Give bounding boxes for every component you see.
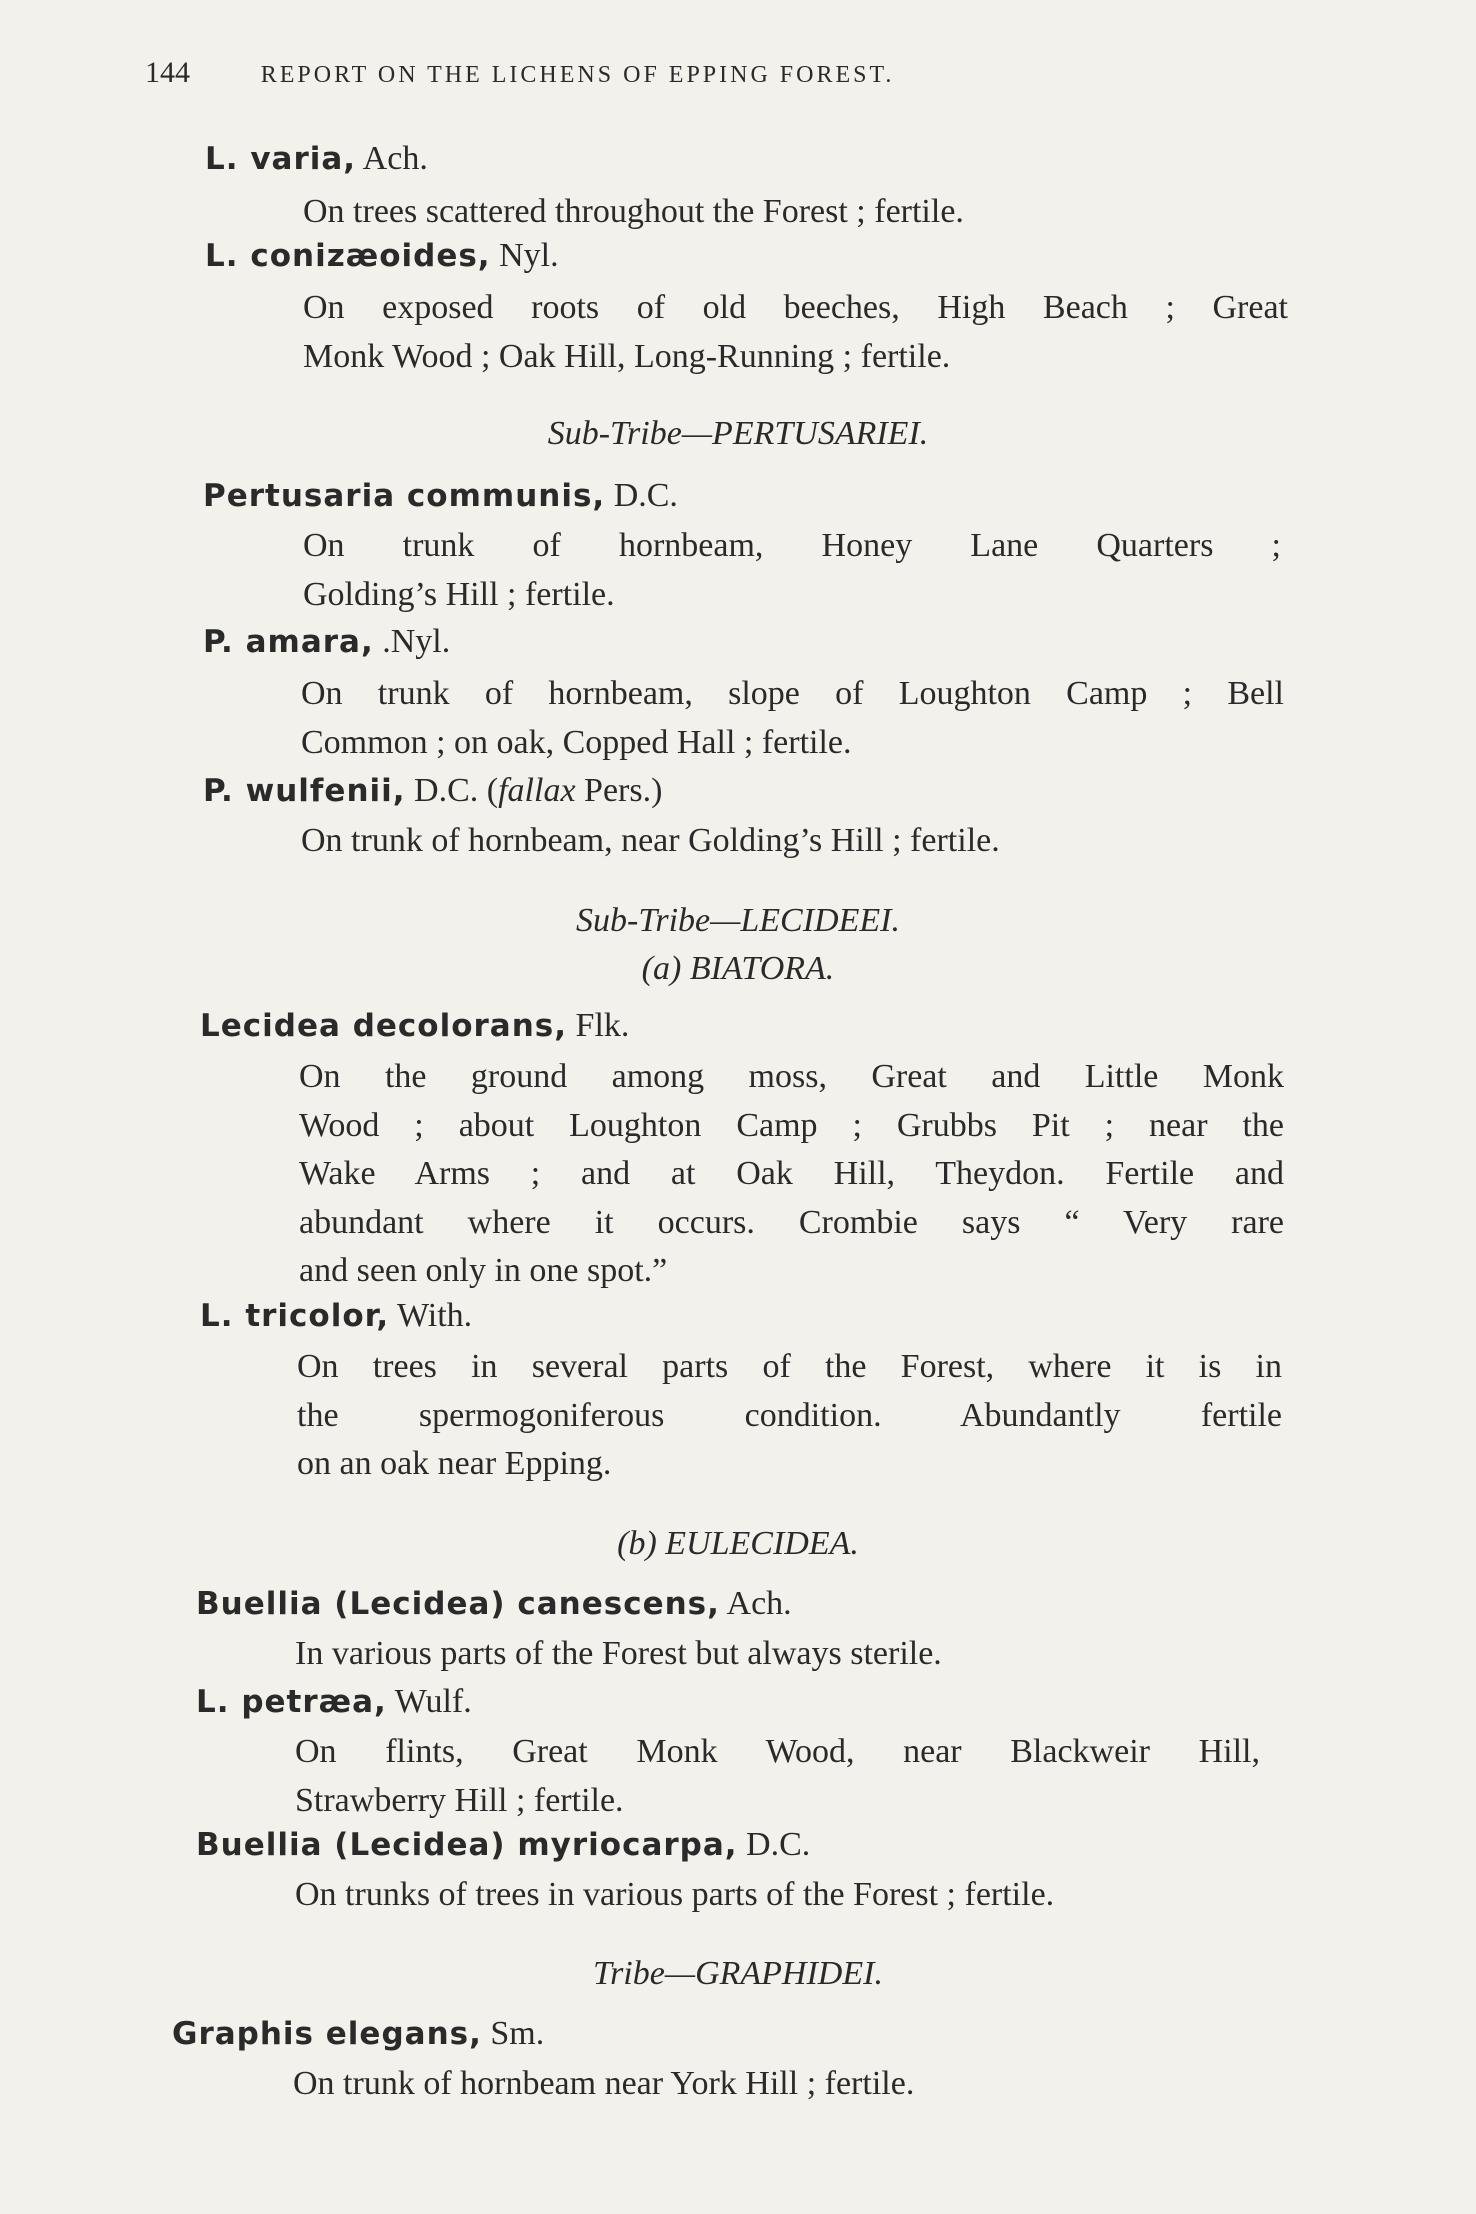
species-name-bold: P. amara, (203, 624, 374, 660)
species-description (295, 1630, 1255, 1679)
description-line: On trunk of hornbeam near York Hill ; fertile. (293, 2065, 915, 2102)
page-number: 144 (145, 56, 190, 89)
species-name-bold: Buellia (Lecidea) myriocarpa, (196, 1827, 738, 1863)
species-name-bold: P. wulfenii, (203, 773, 406, 809)
description-line: On the ground among moss, Great and Little Monk (299, 1058, 1284, 1095)
description-line: Monk Wood ; Oak Hill, Long-Running ; fertile. (303, 337, 951, 375)
subtribe-heading: Sub-Tribe—PERTUSARIEI. (547, 415, 929, 452)
species-name-bold: L. varia, (205, 141, 357, 177)
description-line: On trees scattered throughout the Forest ; fertile. (303, 193, 964, 230)
species-name (200, 1007, 629, 1045)
species-name-bold: Graphis elegans, (172, 2016, 482, 2052)
species-description (303, 284, 1288, 381)
species-name (203, 623, 450, 661)
description-line: On trees in several parts of the Forest, where it is in (297, 1348, 1282, 1385)
species-authority: Pers.) (575, 772, 663, 809)
species-name (196, 1826, 810, 1864)
description-line: On flints, Great Monk Wood, near Blackweir Hill, (295, 1733, 1260, 1770)
species-authority: .Nyl. (373, 623, 451, 660)
species-authority: Ach. (719, 1585, 792, 1622)
species-description (301, 817, 1261, 866)
species-authority: Sm. (481, 2015, 545, 2052)
description-line: Wake Arms ; and at Oak Hill, Theydon. Fertile and (299, 1155, 1284, 1192)
tribe-heading: Tribe—GRAPHIDEI. (593, 1955, 883, 1992)
species-authority: Ach. (356, 140, 428, 177)
species-description (297, 1343, 1282, 1489)
running-title: REPORT ON THE LICHENS OF EPPING FOREST. (260, 62, 895, 88)
species-authority: Flk. (567, 1007, 630, 1044)
species-name (203, 477, 678, 515)
description-line: In various parts of the Forest but always sterile. (295, 1635, 942, 1672)
description-line: Golding’s Hill ; fertile. (303, 575, 615, 613)
species-authority: Nyl. (490, 237, 559, 274)
species-name-bold: L. tricolor, (200, 1298, 390, 1334)
description-line: On trunk of hornbeam, near Golding’s Hill ; fertile. (301, 822, 1000, 859)
description-line: On trunk of hornbeam, slope of Loughton Camp ; Bell (301, 675, 1284, 712)
species-name (196, 1585, 792, 1623)
species-description (301, 670, 1284, 767)
description-line: On exposed roots of old beeches, High Beach ; Great (303, 289, 1288, 326)
subtribe-heading: Sub-Tribe—LECIDEEI. (576, 902, 900, 939)
description-line: On trunk of hornbeam, Honey Lane Quarters ; (303, 527, 1281, 564)
species-name-bold: Pertusaria communis, (203, 478, 606, 514)
species-name-bold: L. petræa, (196, 1684, 387, 1720)
species-description (293, 2060, 1253, 2109)
species-description (295, 1728, 1260, 1825)
species-authority: With. (389, 1297, 473, 1334)
species-authority: D.C. ( (405, 772, 499, 809)
group-heading: (a) BIATORA. (641, 950, 835, 987)
species-authority: D.C. (737, 1826, 811, 1863)
species-description (299, 1053, 1284, 1296)
description-line: on an oak near Epping. (297, 1445, 612, 1482)
description-line: abundant where it occurs. Crombie says “ Very rare (299, 1203, 1284, 1241)
species-name-bold: L. conizæoides, (205, 238, 491, 274)
synonym-italic: fallax (498, 772, 576, 809)
description-line: Wood ; about Loughton Camp ; Grubbs Pit ; near the (299, 1106, 1284, 1144)
species-name (196, 1683, 472, 1721)
description-line: On trunks of trees in various parts of the Forest ; fertile. (295, 1876, 1055, 1913)
species-name-bold: Lecidea decolorans, (200, 1008, 568, 1044)
group-heading: (b) EULECIDEA. (617, 1525, 859, 1562)
description-line: Common ; on oak, Copped Hall ; fertile. (301, 723, 852, 761)
species-name-bold: Buellia (Lecidea) canescens, (196, 1586, 720, 1622)
species-name (205, 237, 559, 275)
description-line: Strawberry Hill ; fertile. (295, 1781, 624, 1819)
species-name (172, 2015, 544, 2053)
species-authority: Wulf. (386, 1683, 472, 1720)
species-name (203, 772, 662, 810)
species-authority: D.C. (605, 477, 678, 514)
species-name (200, 1297, 472, 1335)
description-line: the spermogoniferous condition. Abundantly fertile (297, 1396, 1282, 1434)
species-name (205, 140, 428, 178)
page-header (145, 56, 894, 90)
species-description (303, 522, 1281, 619)
description-line: and seen only in one spot.” (299, 1252, 668, 1289)
species-description (295, 1871, 1280, 1920)
species-description (303, 188, 1203, 237)
